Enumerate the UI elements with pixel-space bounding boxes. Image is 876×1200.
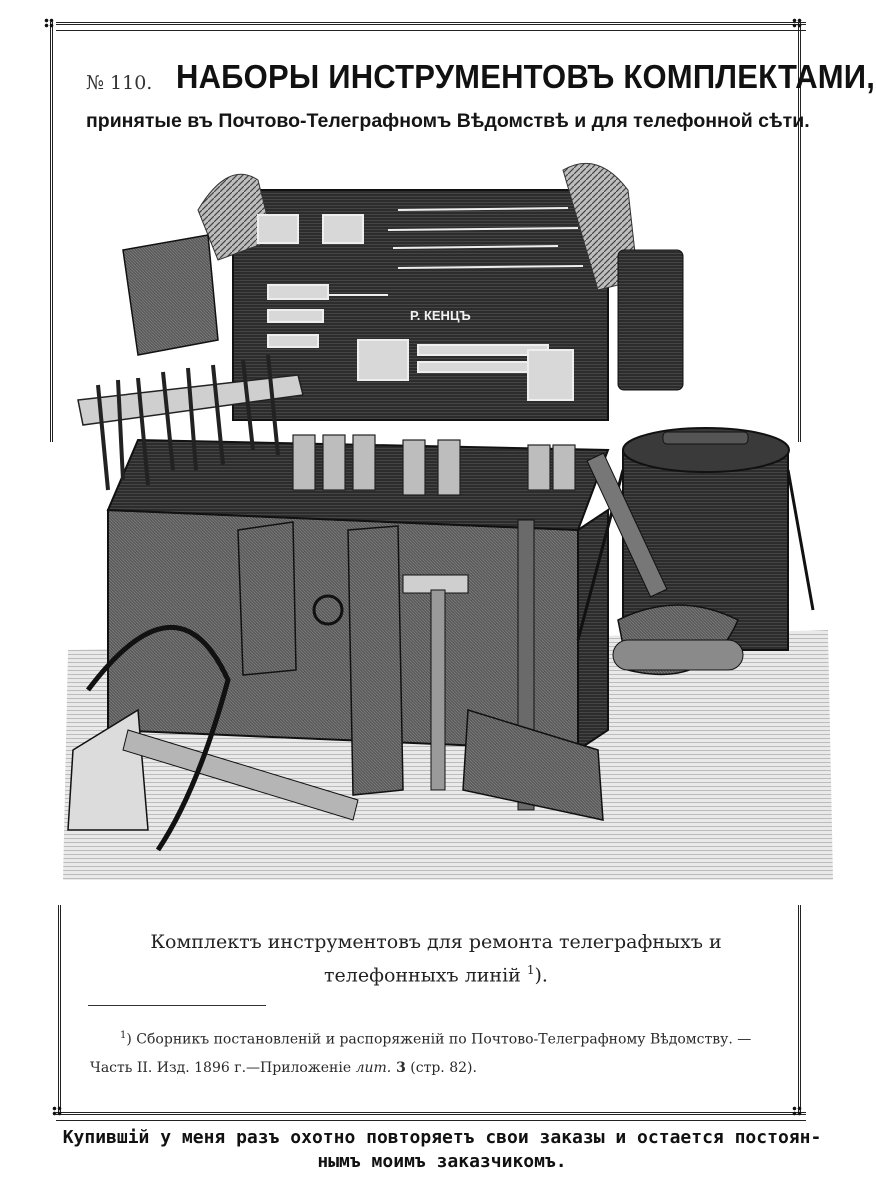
page-title: НАБОРЫ ИНСТРУМЕНТОВЪ КОМПЛЕКТАМИ, (176, 58, 876, 96)
frame-top-border-inner (56, 30, 806, 31)
corner-ornament-top-left (44, 18, 54, 28)
corner-ornament-bottom-right (792, 1106, 802, 1116)
slogan-line-1: Купившiй у меня разъ охотно повторяетъ свои заказы и остается постоян- (62, 1127, 822, 1148)
tool-kit-engraving (58, 150, 838, 890)
footnote-line-2-start: Часть II. Изд. 1896 г.—Приложенiе (90, 1059, 356, 1076)
frame-bottom-border (56, 1112, 806, 1115)
leather-pouch (123, 235, 218, 355)
advertising-slogan (52, 1126, 832, 1174)
footnote-rule (88, 1005, 266, 1006)
frame-right-border-lower (798, 905, 801, 1115)
frame-left-border-lower (58, 905, 61, 1115)
frame-top-border (56, 22, 806, 25)
slogan-line-2: нымъ моимъ заказчикомъ. (317, 1151, 567, 1172)
footnote-line-1 (90, 1022, 786, 1054)
footnote-line-2-bold: 3 (391, 1059, 406, 1076)
caption-footnote-mark: 1 (526, 963, 535, 977)
corner-ornament-bottom-left (52, 1106, 62, 1116)
footnote-line-1-text: ) Сборникъ постановленiй и распоряженiй по Почтово-Телеграфному Вѣдомству. — (126, 1031, 752, 1048)
frame-left-border (50, 22, 53, 442)
caption-suffix: ). (534, 964, 548, 987)
footnote-line-2 (90, 1054, 786, 1082)
footnote-mark: 1 (120, 1030, 127, 1041)
frame-bottom-border-inner (56, 1120, 806, 1121)
maker-label: Р. КЕНЦЪ (410, 308, 471, 323)
page-subtitle: принятые въ Почтово-Телеграфномъ Вѣдомствѣ и для телефонной сѣти. (86, 110, 810, 132)
catalog-item-number: № 110. (86, 72, 153, 94)
footnote-line-2-italic: лит. (355, 1059, 392, 1076)
climbing-belt-left (238, 522, 296, 675)
illustration-caption (86, 928, 786, 989)
footnote (90, 1022, 786, 1082)
leather-case (618, 250, 683, 390)
footnote-line-2-end: (стр. 82). (405, 1059, 477, 1076)
climbing-belt-right (348, 526, 403, 795)
caption-text: Комплектъ инструментовъ для ремонта телеграфныхъ и телефонныхъ линiй (150, 931, 722, 987)
corner-ornament-top-right (792, 18, 802, 28)
